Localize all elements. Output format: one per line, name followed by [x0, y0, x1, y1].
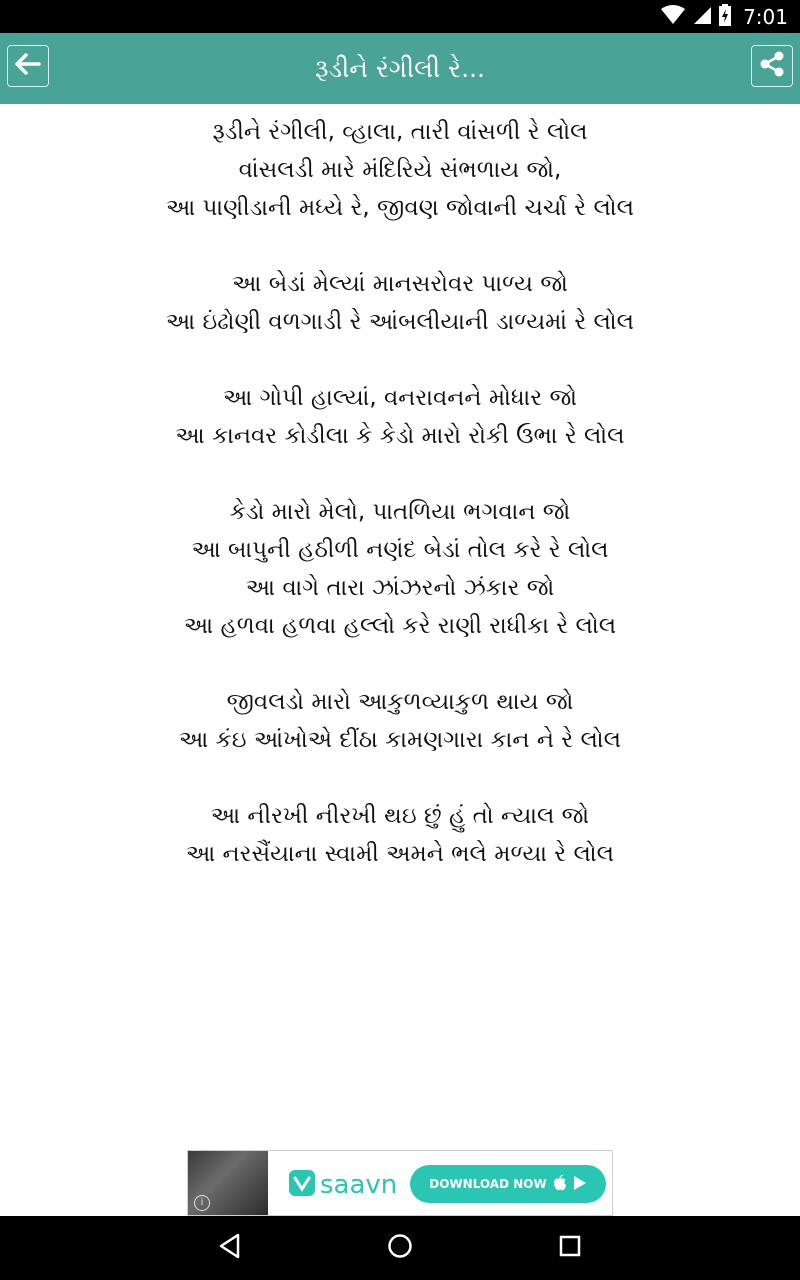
lyric-line: આ ગોપી હાલ્યાં, વનરાવનને મોધાર જો [223, 385, 577, 411]
stanza-3 [0, 379, 800, 455]
wifi-icon [661, 5, 685, 29]
lyric-line: આ બાપુની હઠીળી નણંદ બેડાં તોલ કરે રે લોલ [191, 537, 609, 563]
play-store-icon [573, 1175, 587, 1194]
lyric-line: આ હળવા હળવા હલ્લો કરે રાણી રાધીકા રે લોલ [183, 613, 617, 639]
page-title: રૂડીને રંગીલી રે... [315, 53, 485, 83]
stanza-2 [0, 265, 800, 341]
lyric-line: વાંસલડી મારે મંદિરિયે સંભળાય જો, [238, 157, 562, 183]
status-icons [661, 0, 788, 33]
lyric-line: આ નીરખી નીરખી થઇ છું હું તો ન્યાલ જો [210, 803, 590, 829]
system-nav-bar [0, 1216, 800, 1280]
lyric-line: આ બેડાં મેલ્યાં માનસરોવર પાળ્ય જો [232, 271, 568, 297]
lyric-line: રૂડીને રંગીલી, વ્હાલા, તારી વાંસળી રે લોલ [212, 119, 588, 145]
nav-back-button[interactable] [214, 1232, 246, 1264]
ad-info-icon[interactable]: i [194, 1195, 210, 1211]
download-now-button[interactable] [410, 1165, 606, 1203]
lyric-line: જીવલડો મારો આકુળવ્યાકુળ થાય જો [226, 689, 574, 715]
recents-square-icon [558, 1234, 582, 1262]
lyrics-content [0, 104, 800, 911]
saavn-logo-icon [288, 1169, 316, 1201]
nav-recents-button[interactable] [554, 1232, 586, 1264]
nav-home-button[interactable] [384, 1232, 416, 1264]
share-button[interactable] [751, 45, 793, 87]
lyric-line: આ કંઇ આંખોએ દીંઠા કામણગારા કાન ને રે લોલ [178, 727, 622, 753]
arrow-left-icon [13, 49, 43, 83]
stanza-1 [0, 104, 800, 227]
saavn-logo [288, 1169, 397, 1201]
stanza-5 [0, 683, 800, 759]
ad-banner[interactable] [187, 1150, 613, 1216]
apple-icon [553, 1175, 567, 1194]
back-triangle-icon [218, 1233, 242, 1263]
stanza-4 [0, 493, 800, 645]
status-time: 7:01 [743, 4, 788, 29]
status-bar [0, 0, 800, 33]
battery-charging-icon [719, 4, 731, 30]
lyric-line: આ પાણીડાની મધ્યે રે, જીવણ જોવાની ચર્ચા રે લોલ [165, 195, 634, 221]
lyric-line: આ ઇંઢોણી વળગાડી રે આંબલીયાની ડાળ્યમાં રે લોલ [165, 309, 635, 335]
home-circle-icon [387, 1233, 413, 1263]
movie-poster-image [188, 1151, 268, 1216]
download-label: DOWNLOAD NOW [429, 1177, 547, 1191]
lyric-line: કેડો મારો મેલો, પાતળિયા ભગવાન જો [229, 499, 571, 525]
app-bar [0, 33, 800, 104]
signal-icon [693, 5, 711, 29]
stanza-6 [0, 797, 800, 873]
lyric-line: આ વાગે તારા ઝાંઝરનો ઝંકાર જો [245, 575, 555, 601]
saavn-brand-text: saavn [320, 1170, 398, 1200]
lyric-line: આ કાનવર કોડીલા કે કેડો મારો રોકી ઉભા રે લોલ [175, 423, 625, 449]
share-icon [757, 49, 787, 83]
lyric-line: આ નરસૈંયાના સ્વામી અમને ભલે મળ્યા રે લોલ [185, 841, 615, 867]
back-button[interactable] [7, 45, 49, 87]
